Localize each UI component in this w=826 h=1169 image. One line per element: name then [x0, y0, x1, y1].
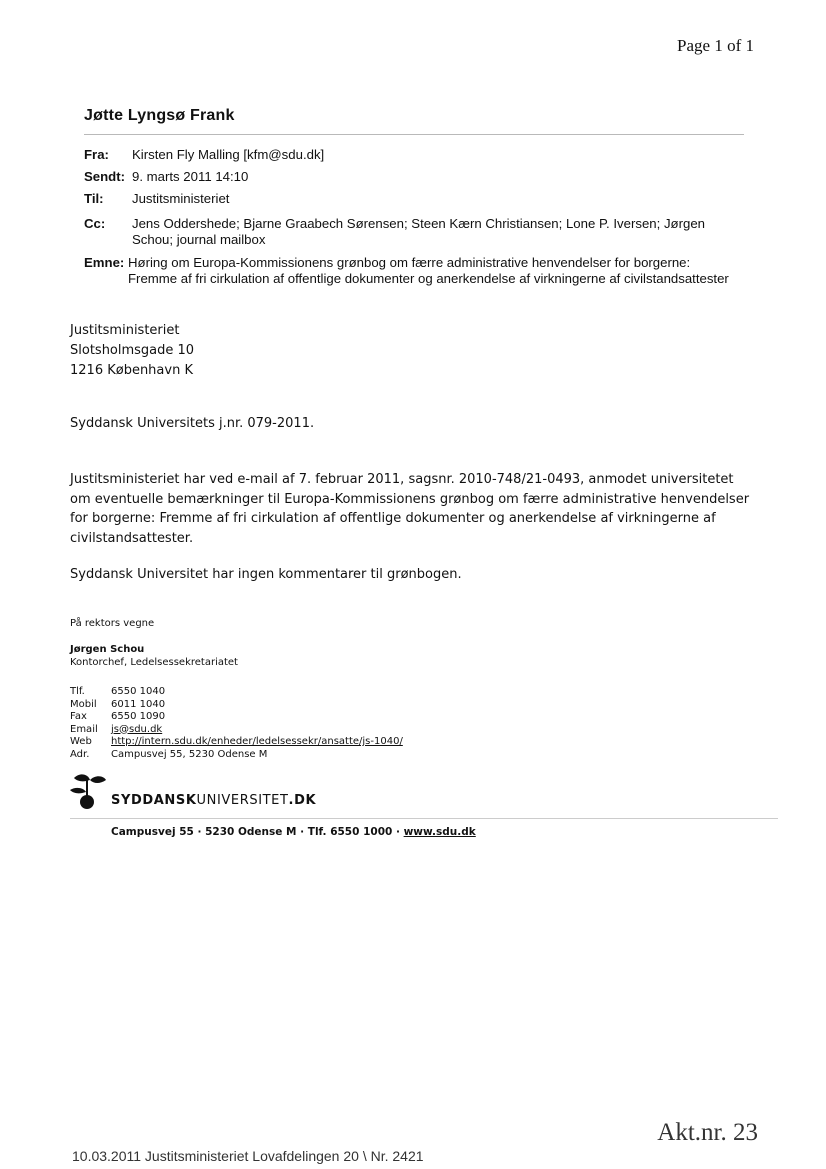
akt-stamp: Akt.nr. 23 [657, 1119, 758, 1146]
contact-row [70, 749, 403, 762]
contact-row [70, 736, 403, 749]
subject-value: Høring om Europa-Kommissionens grønbog om færre administrative henvendelser for borgerne: Fremme af fri cirkulation af offentlige dokumenter og anerkendelse af virkningerne af civilstandsattester [128, 255, 729, 286]
address-line: Slotsholmsgade 10 [70, 343, 195, 358]
contact-label: Tlf. [70, 686, 85, 697]
address-line: 1216 København K [70, 363, 193, 378]
sender-name: Jøtte Lyngsø Frank [84, 107, 235, 124]
cc-row [84, 216, 744, 248]
mobile-value: 6011 1040 [111, 698, 166, 710]
sdu-logo-icon [66, 772, 108, 810]
logo-text-regular: UNIVERSITET [196, 793, 289, 808]
contact-label: Fax [70, 711, 87, 722]
subject-row [84, 255, 744, 287]
contact-label: Adr. [70, 748, 90, 760]
cc-label: Cc: [84, 216, 106, 231]
phone-value: 6550 1040 [111, 686, 166, 697]
sent-label: Sendt: [84, 169, 126, 184]
contact-block [70, 686, 403, 761]
from-row [84, 147, 744, 163]
sent-row [84, 169, 744, 185]
recipient-address [70, 321, 194, 381]
email-link[interactable]: js@sdu.dk [111, 723, 163, 735]
closing-statement: Syddansk Universitet har ingen kommentarer til grønbogen. [70, 567, 462, 582]
contact-label: Mobil [70, 698, 97, 710]
receipt-stamp: 10.03.2011 Justitsministeriet Lovafdelingen 20 \ Nr. 2421 [72, 1148, 424, 1164]
footer-url-link[interactable]: www.sdu.dk [403, 826, 476, 838]
page-number: Page 1 of 1 [677, 36, 754, 55]
contact-label: Email [70, 723, 98, 735]
on-behalf-line: På rektors vegne [70, 618, 155, 629]
signature-title: Kontorchef, Ledelsessekretariatet [70, 657, 238, 668]
to-value: Justitsministeriet [132, 191, 230, 206]
sent-value: 9. marts 2011 14:10 [132, 169, 249, 184]
signature-name: Jørgen Schou [70, 644, 145, 655]
to-row [84, 191, 744, 207]
address-value: Campusvej 55, 5230 Odense M [111, 748, 268, 760]
from-value[interactable]: Kirsten Fly Malling [kfm@sdu.dk] [132, 147, 325, 162]
contact-row [70, 711, 403, 724]
footer-address: Campusvej 55 · 5230 Odense M · Tlf. 6550 1000 · [111, 826, 404, 838]
footer-divider [70, 818, 778, 819]
web-link[interactable]: http://intern.sdu.dk/enheder/ledelsessekr/ansatte/js-1040/ [111, 736, 403, 747]
footer [111, 826, 476, 838]
subject-label: Emne: [84, 255, 125, 270]
logo-text-suffix: .DK [288, 793, 317, 808]
sdu-logo-text [111, 793, 316, 808]
contact-row [70, 686, 403, 699]
body-paragraph: Justitsministeriet har ved e-mail af 7. februar 2011, sagsnr. 2010-748/21-0493, anmodet universitetet om eventuelle bemærkninger til Europa-Kommissionens grønbog om færre administrative henvendelser for borgerne: Fremme af fri cirkulation af offentlige dokumenter og anerkendelse af virkningerne af civilstandsattester. [70, 472, 750, 546]
from-label: Fra: [84, 147, 109, 162]
fax-value: 6550 1090 [111, 711, 166, 722]
to-label: Til: [84, 191, 104, 206]
address-line: Justitsministeriet [70, 323, 180, 338]
contact-row [70, 724, 403, 737]
journal-reference: Syddansk Universitets j.nr. 079-2011. [70, 416, 315, 431]
contact-row [70, 699, 403, 712]
header-divider [84, 134, 744, 135]
logo-text-bold: SYDDANSK [111, 793, 197, 808]
contact-label: Web [70, 736, 92, 747]
cc-value: Jens Oddershede; Bjarne Graabech Sørensen; Steen Kærn Christiansen; Lone P. Iversen; Jørgen Schou; journal mailbox [132, 216, 705, 247]
